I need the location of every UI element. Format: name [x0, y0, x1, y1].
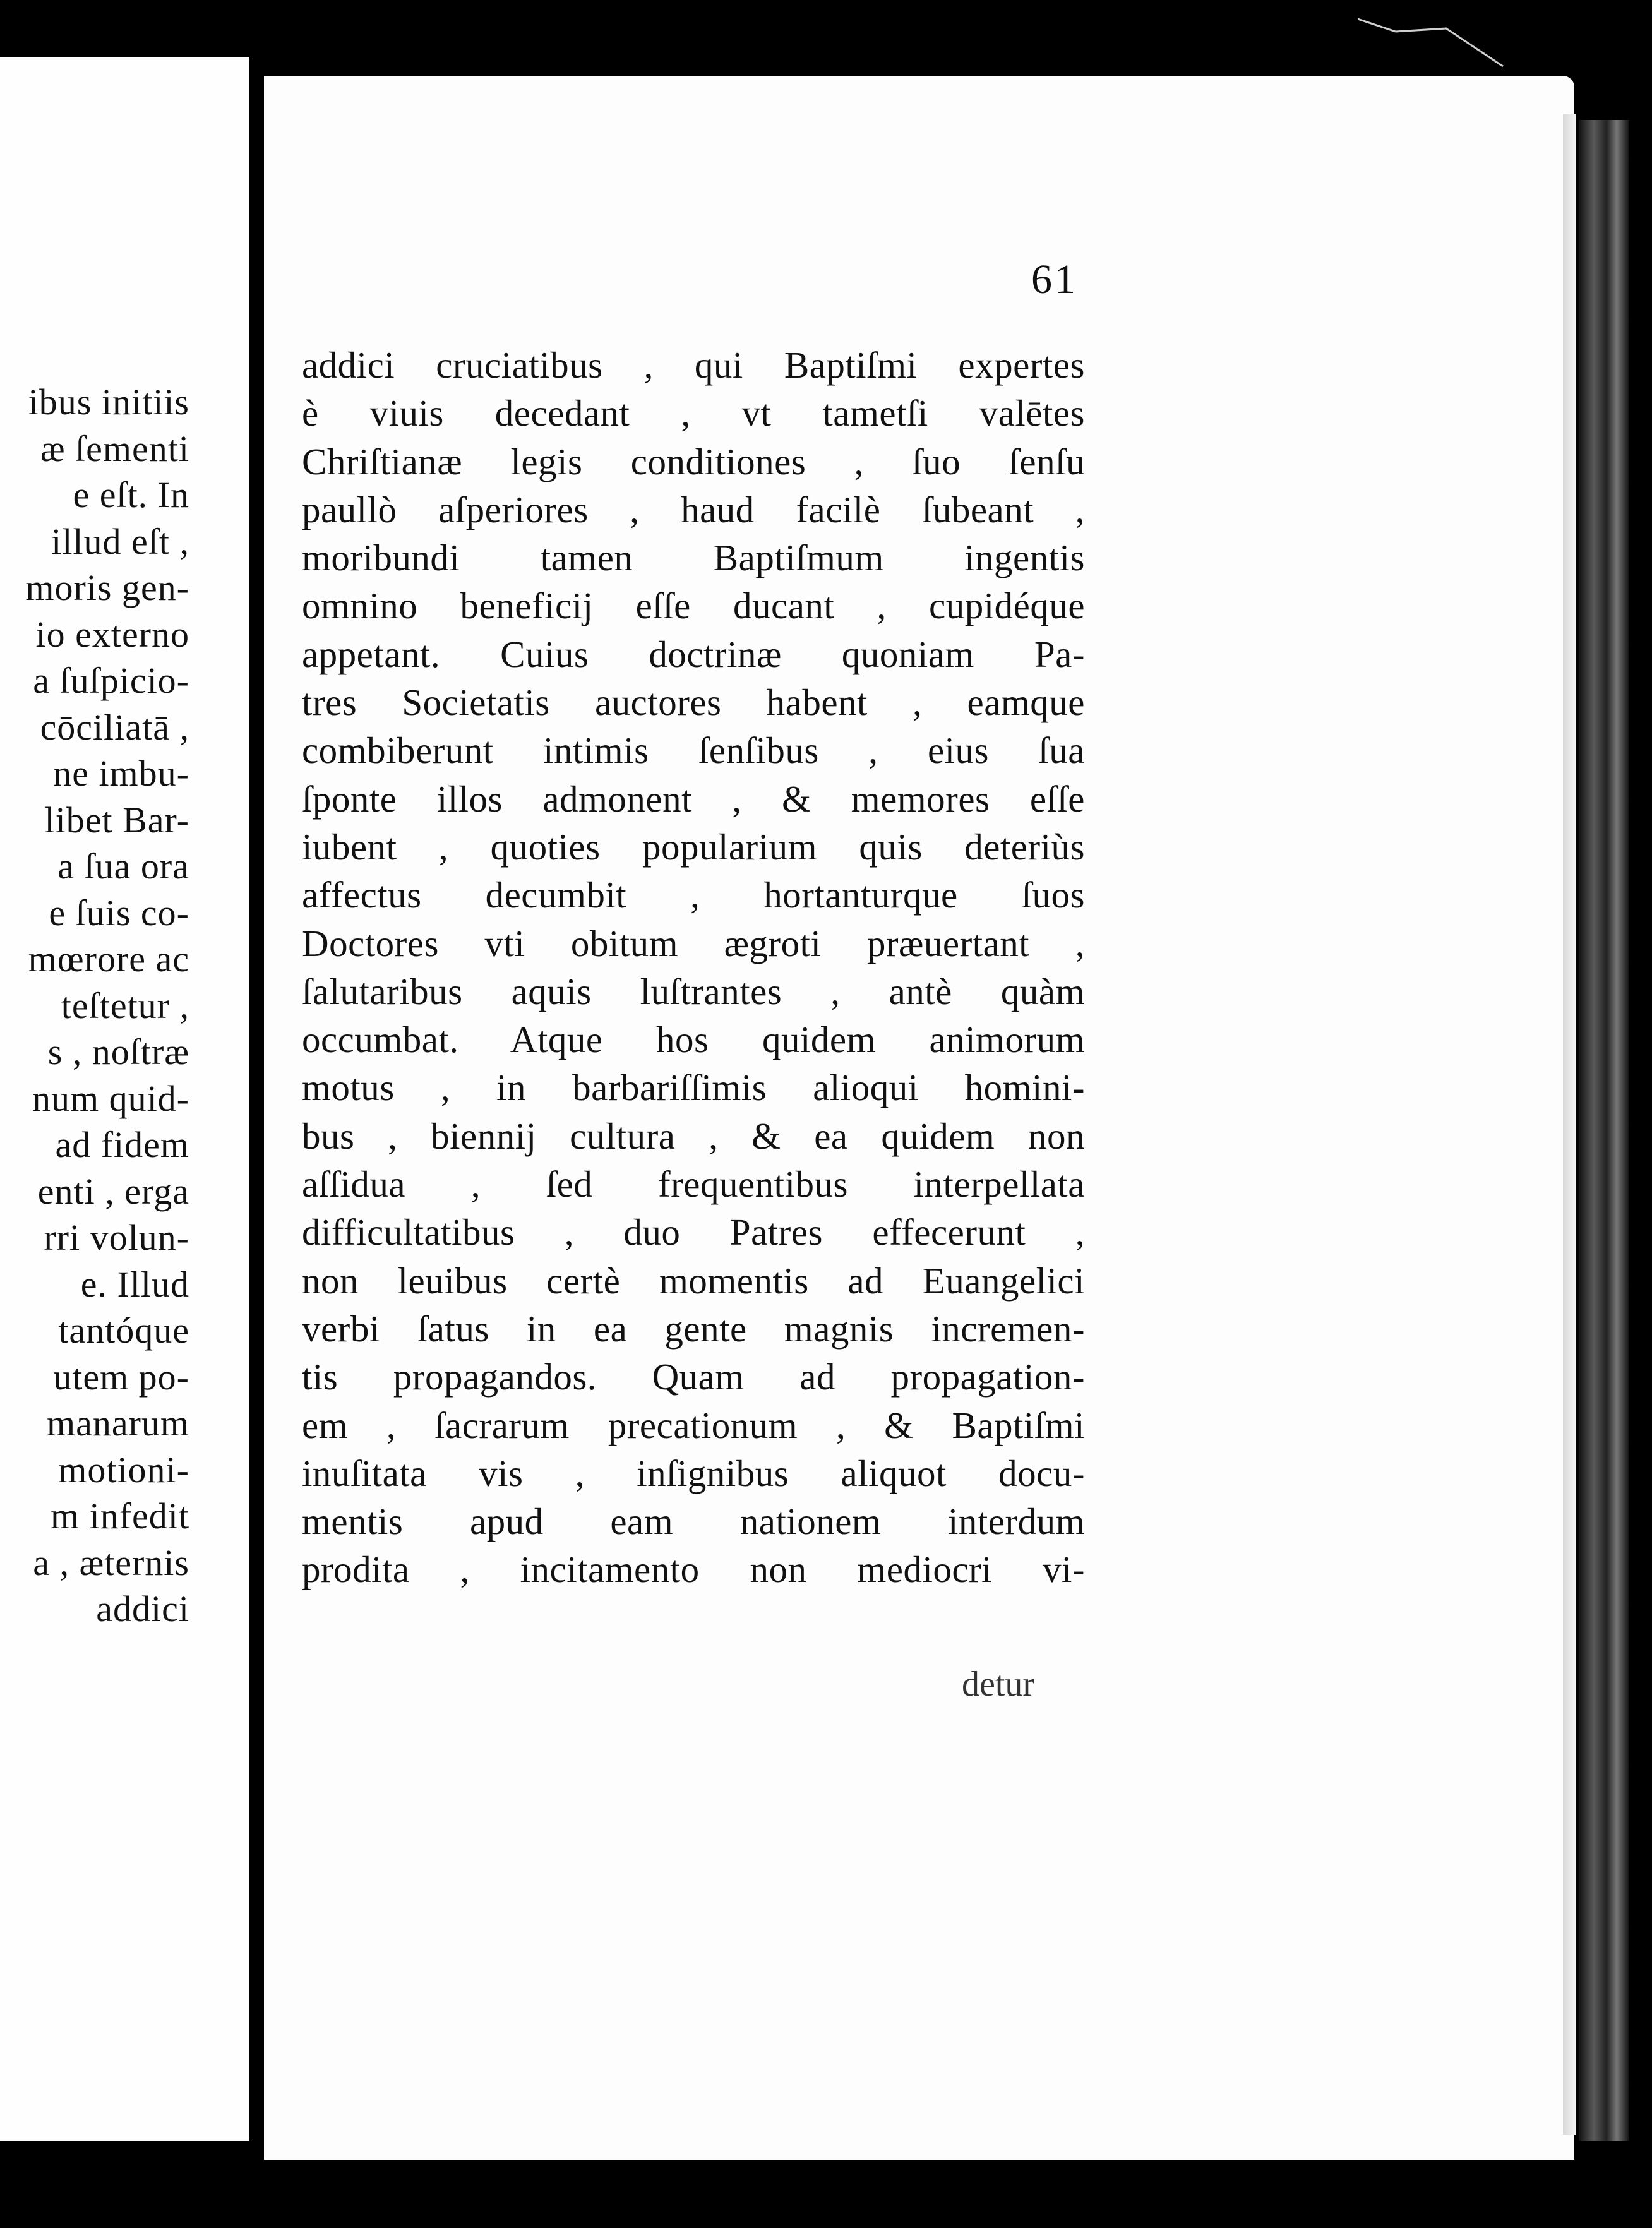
left-page-line: addici	[96, 1588, 189, 1629]
left-page-line: rri volun-	[44, 1217, 189, 1258]
body-line: inuſitata vis , inſignibus aliquot docu-	[302, 1452, 1085, 1494]
left-page-line: e ſuis co-	[49, 892, 189, 933]
book-spine	[1579, 120, 1629, 2141]
left-page-line: moris gen-	[25, 567, 189, 608]
right-page	[264, 76, 1574, 2160]
body-text	[302, 341, 1085, 1594]
left-page-line: e eſt. In	[73, 474, 189, 515]
body-line: occumbat. Atque hos quidem animorum	[302, 1019, 1085, 1061]
body-line: ſalutaribus aquis luſtrantes , antè quàm	[302, 970, 1085, 1012]
left-page-line: cōciliatā ,	[40, 706, 189, 748]
left-page-line: manarum	[46, 1403, 189, 1444]
left-page-line: libet Bar-	[44, 799, 189, 841]
left-page-line: æ ſementi	[40, 428, 189, 469]
body-line: aſſidua , ſed frequentibus interpellata	[302, 1163, 1085, 1206]
page-edge	[1563, 114, 1576, 2135]
left-page-line: s , noſtræ	[47, 1031, 189, 1072]
left-page-line: io externo	[35, 613, 189, 655]
scratch-mark	[1358, 6, 1509, 76]
left-page	[0, 57, 253, 2141]
left-page-line: e. Illud	[80, 1263, 189, 1305]
body-line: mentis apud eam nationem interdum	[302, 1500, 1085, 1543]
body-line: omnino beneficij eſſe ducant , cupidéque	[302, 585, 1085, 627]
body-line: difficultatibus , duo Patres effecerunt ,	[302, 1211, 1085, 1254]
left-page-line: teſtetur ,	[61, 985, 189, 1026]
left-page-line: ibus initiis	[28, 381, 189, 422]
body-line: addici cruciatibus , qui Baptiſmi expertes	[302, 344, 1085, 386]
body-line: tres Societatis auctores habent , eamque	[302, 681, 1085, 724]
left-page-line: motioni-	[58, 1449, 189, 1490]
catchword: detur	[962, 1665, 1035, 1704]
left-page-line: illud eſt ,	[51, 520, 189, 562]
body-line: bus , biennij cultura , & ea quidem non	[302, 1115, 1085, 1157]
body-line: Chriſtianæ legis conditiones , ſuo ſenſu	[302, 440, 1085, 482]
left-page-line: mœrore ac	[28, 938, 189, 979]
left-page-line: tantóque	[58, 1310, 189, 1351]
body-line: appetant. Cuius doctrinæ quoniam Pa-	[302, 633, 1085, 675]
page-number: 61	[1031, 256, 1078, 302]
body-line: em , ſacrarum precationum , & Baptiſmi	[302, 1404, 1085, 1446]
body-line: tis propagandos. Quam ad propagation-	[302, 1356, 1085, 1398]
left-page-line: ne imbu-	[53, 753, 189, 794]
body-line: verbi ſatus in ea gente magnis incremen-	[302, 1307, 1085, 1350]
body-line: prodita , incitamento non mediocri vi-	[302, 1548, 1085, 1591]
body-line: non leuibus certè momentis ad Euangelici	[302, 1259, 1085, 1302]
left-page-line: num quid-	[32, 1077, 189, 1119]
body-line: affectus decumbit , hortanturque ſuos	[302, 874, 1085, 916]
body-line: Doctores vti obitum ægroti præuertant ,	[302, 922, 1085, 964]
body-line: è viuis decedant , vt tametſi valētes	[302, 392, 1085, 434]
body-line: combiberunt intimis ſenſibus , eius ſua	[302, 729, 1085, 772]
body-line: motus , in barbariſſimis alioqui homini-	[302, 1067, 1085, 1109]
body-line: ſponte illos admonent , & memores eſſe	[302, 777, 1085, 820]
left-page-line: m infedit	[50, 1495, 189, 1536]
body-line: iubent , quoties popularium quis deteriùs	[302, 825, 1085, 868]
body-line: moribundi tamen Baptiſmum ingentis	[302, 537, 1085, 579]
left-page-line: enti , erga	[37, 1170, 189, 1212]
left-page-line: a , æternis	[33, 1542, 189, 1583]
left-page-line: ad fidem	[55, 1124, 189, 1165]
body-line: paullò aſperiores , haud facilè ſubeant ,	[302, 488, 1085, 530]
left-page-line: utem po-	[53, 1356, 189, 1398]
left-page-text	[0, 379, 189, 1632]
left-page-line: a ſuſpicio-	[33, 660, 189, 701]
left-page-line: a ſua ora	[57, 846, 189, 887]
